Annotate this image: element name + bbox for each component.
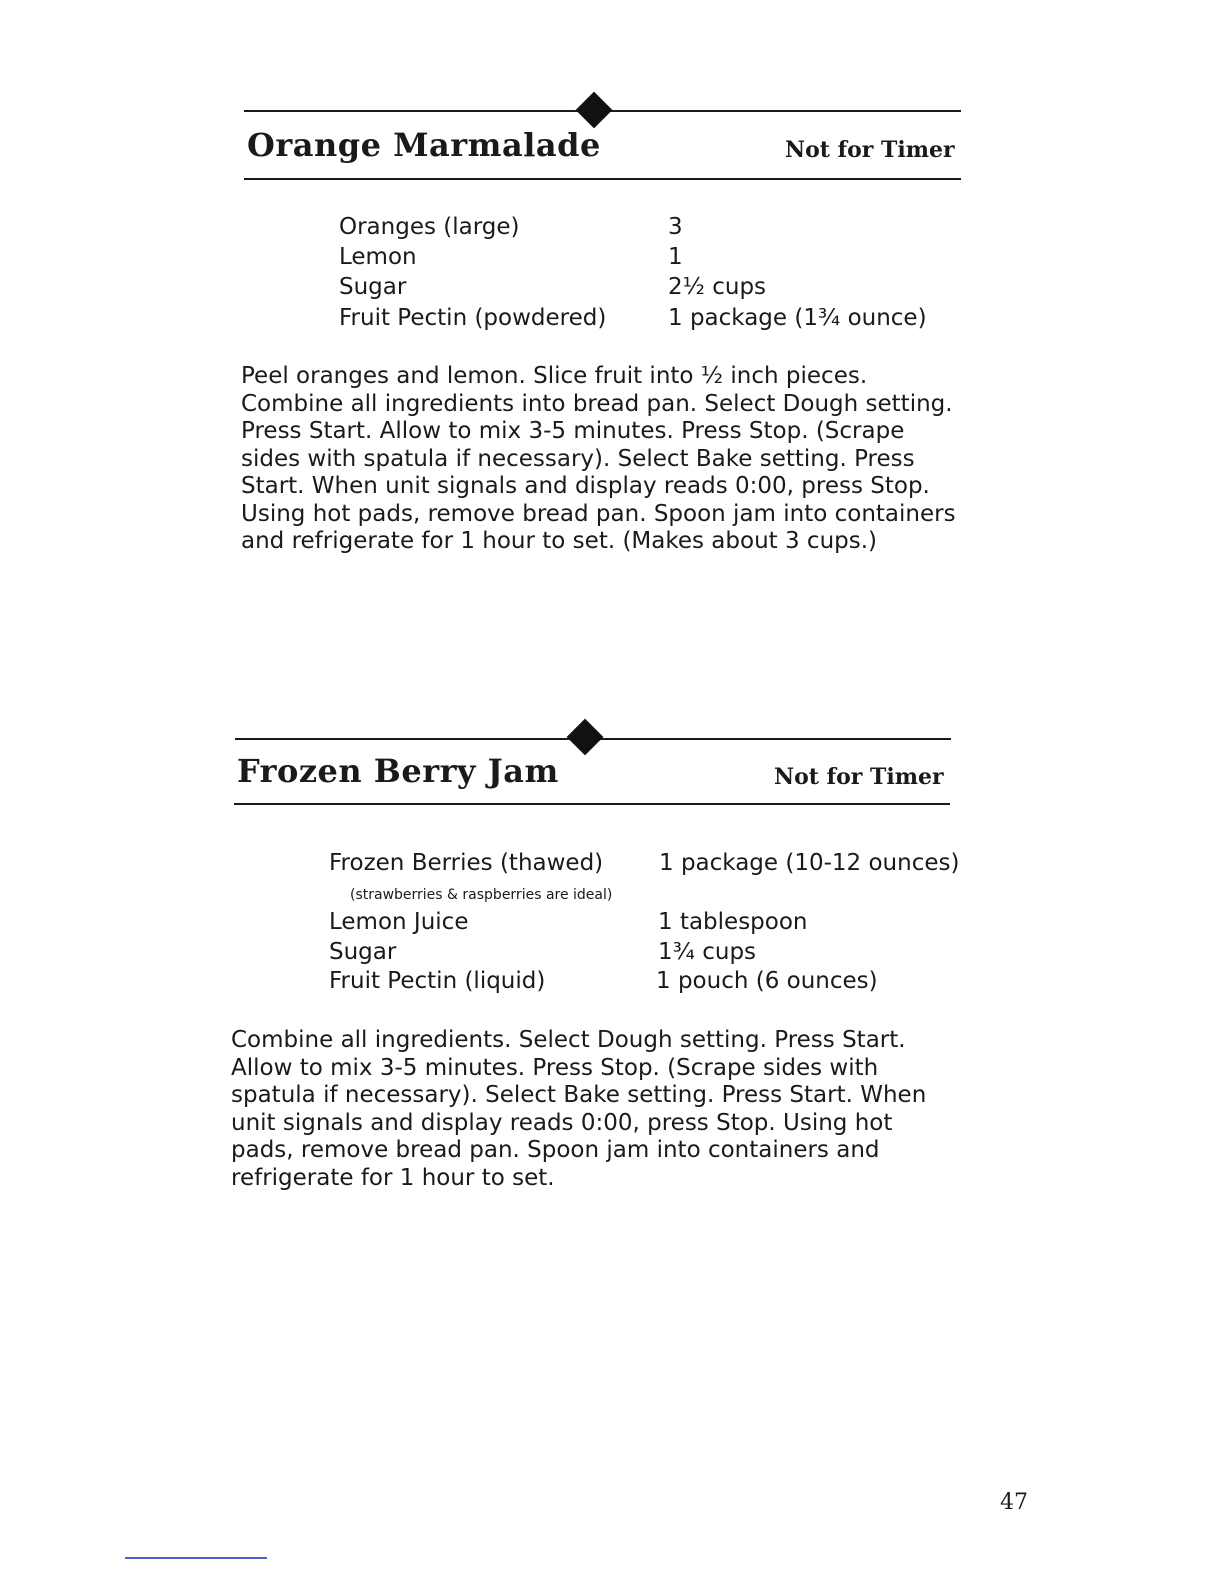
recipe-title: Frozen Berry Jam: [237, 752, 559, 790]
timer-note: Not for Timer: [785, 137, 955, 163]
ingredient-name: Sugar: [339, 274, 407, 300]
ingredient-name: Lemon: [339, 244, 417, 270]
ingredient-name: Lemon Juice: [329, 909, 469, 935]
page-number: 47: [1000, 1490, 1028, 1515]
ingredient-amount: 3: [668, 214, 683, 240]
ingredient-name: Sugar: [329, 939, 397, 965]
ingredient-name: Oranges (large): [339, 214, 520, 240]
ingredient-name: Frozen Berries (thawed): [329, 850, 604, 876]
ingredient-amount: 2½ cups: [668, 274, 767, 300]
ingredient-note: (strawberries & raspberries are ideal): [350, 887, 613, 903]
ingredient-amount: 1 tablespoon: [658, 909, 808, 935]
recipe-instructions: Peel oranges and lemon. Slice fruit into ½ inch pieces. Combine all ingredients into bread pan. Select Dough setting. Press Start. Allow to mix 3-5 minutes. Press Stop. (Scrape sides with spatula if necessary). Select Bake setting. Press Start. When unit signals and display reads 0:00, press Stop. Using hot pads, remove bread pan. Spoon jam into containers and refrigerate for 1 hour to set. (Makes about 3 cups.): [241, 363, 956, 554]
ingredient-table: [329, 850, 960, 1000]
ingredient-name: Fruit Pectin (liquid): [329, 968, 546, 994]
diamond-ornament-icon: [567, 719, 604, 756]
ingredient-amount: 1¾ cups: [658, 939, 757, 965]
recipe-title: Orange Marmalade: [247, 126, 601, 164]
ingredient-amount: 1 package (10-12 ounces): [659, 850, 960, 876]
ingredient-amount: 1: [668, 244, 683, 270]
ingredient-amount: 1 package (1¾ ounce): [668, 305, 927, 331]
scan-artifact-line: [125, 1557, 267, 1559]
timer-note: Not for Timer: [774, 764, 944, 790]
header-rule-bottom: [234, 803, 950, 805]
recipe-instructions: Combine all ingredients. Select Dough setting. Press Start. Allow to mix 3-5 minutes. Press Stop. (Scrape sides with spatula if necessary). Select Bake setting. Press Start. When unit signals and display reads 0:00, press Stop. Using hot pads, remove bread pan. Spoon jam into containers and refrigerate for 1 hour to set.: [231, 1027, 927, 1191]
ingredient-name: Fruit Pectin (powdered): [339, 305, 607, 331]
ingredient-amount: 1 pouch (6 ounces): [656, 968, 878, 994]
